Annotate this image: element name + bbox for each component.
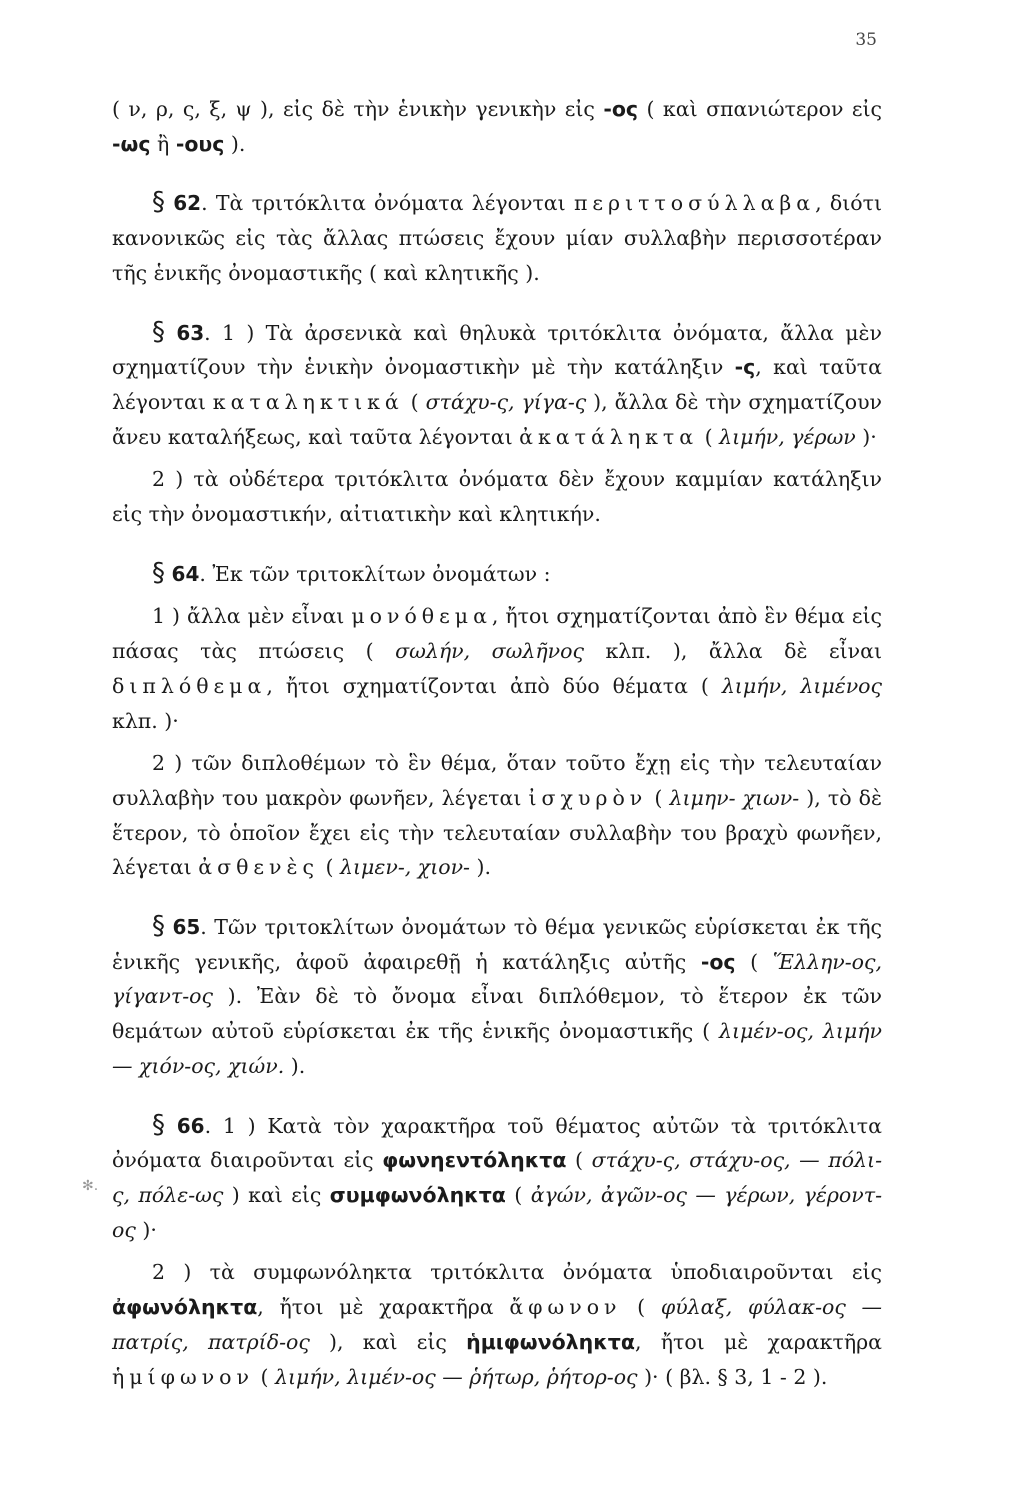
- section-number: 65: [172, 915, 201, 940]
- text-run: 2 ) τὰ συμφωνόληκτα τριτόκλιτα ὀνόματα ὑποδιαιροῦνται εἰς: [152, 1260, 882, 1285]
- italic-example: σωλήν, σωλῆνος: [395, 639, 584, 664]
- text-run: (: [505, 1182, 531, 1207]
- bold-ending: -ος: [700, 949, 736, 974]
- text-run: ) καὶ εἰς: [223, 1182, 330, 1207]
- section-62: [112, 185, 882, 290]
- text-run: ), καὶ εἰς: [309, 1329, 467, 1354]
- text-run: ( ν, ρ, ς, ξ, ψ ), εἰς δὲ τὴν ἑνικὴν γενικὴν εἰς: [112, 97, 604, 121]
- bold-term: φωνηεντόληκτα: [382, 1148, 567, 1173]
- section-63-point-2: 2 ) τὰ οὐδέτερα τριτόκλιτα ὀνόματα δὲν ἔχουν καμμίαν κατάληξιν εἰς τὴν ὀνομαστικήν, αἰτιατικὴν καὶ κλητικήν.: [112, 467, 882, 527]
- text-run: , ἤτοι σχηματίζονται ἀπὸ ἓν θέμα εἰς πάσας τὰς πτώσεις (: [112, 604, 882, 664]
- spaced-term: ἀσθενὲς: [198, 855, 319, 880]
- spaced-term: διπλόθεμα: [112, 673, 267, 698]
- text-run: ).: [224, 131, 246, 156]
- text-run: ( καὶ σπανιώτερον εἰς: [638, 97, 882, 121]
- text-run: 1 ) ἄλλα μὲν εἶναι: [152, 604, 352, 629]
- italic-example: στάχυ-ς, γίγα-ς: [425, 389, 587, 414]
- spaced-term: ἀκατάληκτα: [519, 424, 699, 449]
- text-run: κλπ. ), ἄλλα δὲ εἶναι: [583, 639, 882, 664]
- text-run: (: [318, 855, 341, 880]
- bold-ending: -ος: [603, 97, 639, 121]
- bold-ending: -ους: [175, 131, 225, 156]
- italic-example: στάχυ-ς, στάχυ-ος, — πόλι-ς, πόλε-ως: [112, 1148, 883, 1207]
- text-run: ).: [284, 1053, 306, 1078]
- page-number: 35: [855, 30, 877, 50]
- text-run: (: [621, 1295, 661, 1320]
- spaced-term: μονόθεμα: [351, 604, 492, 629]
- section-64: [112, 556, 882, 592]
- italic-example: λιμην- χιων-: [669, 785, 800, 810]
- text-run: )·: [135, 1217, 157, 1242]
- spaced-term: ἡμίφωνον: [112, 1364, 254, 1389]
- main-text: [112, 92, 882, 1402]
- section-63: [112, 315, 882, 455]
- paragraph-continuation: [112, 92, 882, 161]
- text-run: . 1 ) Τὰ ἀρσενικὰ καὶ θηλυκὰ τριτόκλιτα ὀνόματα, ἄλλα μὲν σχηματίζουν τὴν ἑνικὴν ὀνομαστικὴν μὲ τὴν κατάληξιν: [112, 320, 882, 380]
- section-symbol: §: [152, 187, 165, 218]
- text-run: ), ἄλλα δὲ τὴν σχηματίζουν ἄνευ καταλήξεως, καὶ ταῦτα λέγονται: [112, 389, 883, 449]
- bold-term: ἀφωνόληκτα: [112, 1295, 258, 1320]
- section-number: 62: [173, 191, 202, 216]
- section-symbol: §: [152, 1109, 165, 1140]
- bold-ending: -ως: [112, 131, 151, 156]
- italic-example: ἀγών, ἀγῶν-ος — γέρων, γέροντ-ος: [112, 1182, 883, 1242]
- text-run: . Ἐκ τῶν τριτοκλίτων ὀνομάτων :: [199, 561, 551, 586]
- text-run: ), τὸ δὲ ἕτερον, τὸ ὁποῖον ἔχει εἰς τὴν τελευταίαν συλλαβὴν του βραχὺ φωνῆεν, λέγεται: [112, 785, 883, 880]
- section-65: [112, 909, 882, 1084]
- bold-ending: -ς: [734, 355, 756, 380]
- text-run: ). Ἐὰν δὲ τὸ ὄνομα εἶναι διπλόθεμον, τὸ ἕτερον ἐκ τῶν θεμάτων αὐτοῦ εὑρίσκεται ἐκ τῆς ἑνικῆς ὀνομαστικῆς (: [112, 984, 882, 1044]
- italic-example: Ἕλλην-ος, γίγαντ-ος: [112, 949, 882, 1009]
- text-run: , καὶ ταῦτα λέγονται: [112, 355, 882, 414]
- text-run: (: [647, 785, 670, 810]
- italic-example: φύλαξ, φύλακ-ος — πατρίς, πατρίδ-ος: [112, 1295, 883, 1354]
- text-run: (: [698, 424, 720, 449]
- italic-example: λιμήν, λιμέν-ος — ῥήτωρ, ῥήτορ-ος: [275, 1364, 638, 1389]
- margin-mark: ✻.: [82, 1178, 99, 1194]
- section-66: [112, 1108, 882, 1248]
- spaced-term: καταληκτικά: [212, 389, 404, 414]
- text-run: )· ( βλ. § 3, 1 - 2 ).: [637, 1364, 828, 1389]
- italic-example: λιμήν, γέρων: [719, 424, 856, 449]
- text-run: (: [735, 949, 773, 974]
- text-run: , διότι κανονικῶς εἰς τὰς ἄλλας πτώσεις ἔχουν μίαν συλλαβὴν περισσοτέραν τῆς ἑνικῆς ὀνομαστικῆς ( καὶ κλητικῆς ).: [112, 191, 882, 285]
- bold-term: συμφωνόληκτα: [329, 1182, 506, 1207]
- section-symbol: §: [152, 911, 165, 942]
- text-run: , ἤτοι μὲ χαρακτῆρα: [634, 1329, 882, 1354]
- italic-example: λιμεν-, χιον-: [340, 855, 470, 880]
- bold-term: ἡμιφωνόληκτα: [466, 1329, 635, 1354]
- section-number: 63: [176, 320, 205, 345]
- section-symbol: §: [152, 316, 165, 347]
- text-run: , ἤτοι μὲ χαρακτῆρα: [257, 1295, 510, 1320]
- text-run: (: [403, 389, 426, 414]
- text-run: . Τῶν τριτοκλίτων ὀνομάτων τὸ θέμα γενικῶς εὑρίσκεται ἐκ τῆς ἑνικῆς γενικῆς, ἀφοῦ ἀφαιρεθῇ ἡ κατάληξις αὐτῆς: [112, 915, 882, 974]
- text-run: 2 ) τῶν διπλοθέμων τὸ ἓν θέμα, ὅταν τοῦτο ἔχῃ εἰς τὴν τελευταίαν συλλαβὴν του μακρὸν φωνῆεν, λέγεται: [112, 751, 882, 810]
- text-run: . Τὰ τριτόκλιτα ὀνόματα λέγονται: [201, 191, 574, 216]
- text-run: κλπ. )·: [112, 708, 179, 733]
- text-run: (: [253, 1364, 276, 1389]
- italic-example: λιμέν-ος, λιμήν — χιόν-ος, χιών.: [112, 1019, 882, 1078]
- spaced-term: περιττοσύλλαβα: [573, 191, 816, 216]
- text-run: ).: [469, 855, 492, 880]
- section-66-point-2: [112, 1255, 882, 1394]
- section-number: 66: [176, 1113, 205, 1138]
- text-run: . 1 ) Κατὰ τὸν χαρακτῆρα τοῦ θέματος αὐτῶν τὰ τριτόκλιτα ὀνόματα διαιροῦνται εἰς: [112, 1113, 882, 1173]
- italic-example: λιμήν, λιμένος: [721, 673, 882, 698]
- spaced-term: ἄφωνον: [509, 1295, 622, 1320]
- section-number: 64: [171, 561, 200, 586]
- text-run: , ἤτοι σχηματίζονται ἀπὸ δύο θέματα (: [266, 673, 722, 698]
- section-64-point-2: [112, 746, 882, 885]
- text-run: )·: [855, 424, 877, 449]
- text-run: (: [566, 1148, 592, 1173]
- spaced-term: ἰσχυρὸν: [528, 785, 648, 810]
- text-run: ἢ: [150, 131, 176, 156]
- section-symbol: §: [152, 557, 165, 588]
- section-64-point-1: [112, 599, 882, 738]
